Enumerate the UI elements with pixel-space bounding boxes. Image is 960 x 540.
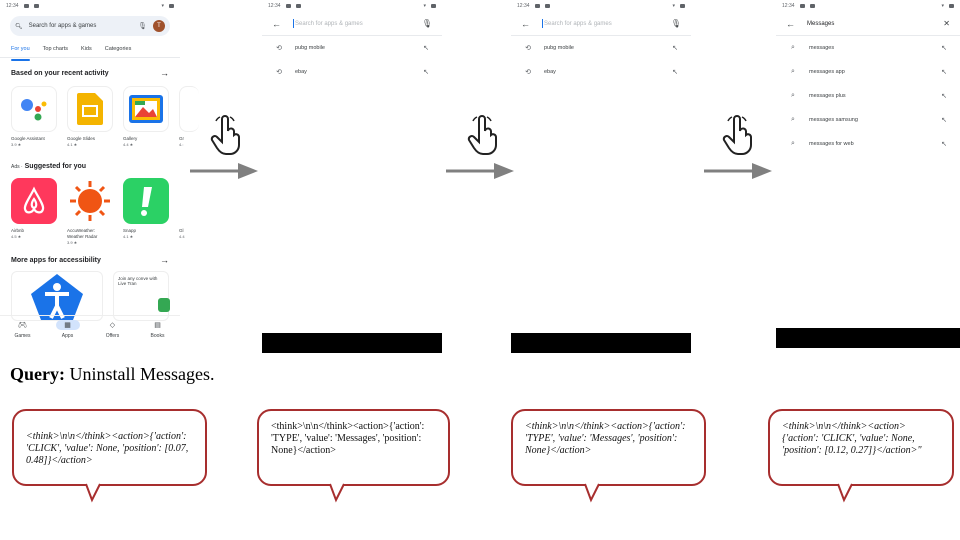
phone-screen-search-empty [511,0,691,355]
wifi-icon: ▾ [672,3,675,9]
history-item[interactable] [511,36,691,60]
suggestion-label: messages plus [809,93,846,99]
status-time: 12:34 [6,3,19,9]
tap-hand-icon [210,115,242,155]
apps-grid-icon: ▦ [56,320,80,330]
notification-icon [24,4,29,8]
bubble-tail [330,484,350,502]
tag-icon: ◇ [109,322,116,329]
text-cursor [542,19,543,28]
search-icon: ⌕ [791,140,795,147]
wifi-icon: ▾ [941,3,944,9]
app-name: Gr [179,136,184,141]
suggestion-item[interactable] [776,132,960,156]
flow-arrow [190,161,260,181]
suggestion-label: messages samsung [809,117,858,123]
arrow-right-icon[interactable]: → [160,68,169,78]
arrow-north-west-icon[interactable]: ↖ [941,93,947,100]
search-placeholder: Search for apps & games [28,23,97,29]
action-bubble: <think>\n\n</think><action>{'action': 'TYPE', 'value': 'Messages', 'position': None}</action> [257,409,450,486]
app-card[interactable] [123,178,169,245]
status-bar [511,0,691,12]
flow-arrow [704,161,774,181]
arrow-right-icon[interactable]: → [160,255,169,265]
history-item-label: pubg mobile [295,45,325,51]
app-name: Airbnb [11,228,25,233]
nav-label: Books [150,333,165,339]
search-icon: ⌕ [791,92,795,99]
app-rating: 3.9 ★ [67,240,78,245]
tab-categories[interactable]: Categories [104,46,132,52]
close-icon[interactable]: ✕ [943,19,950,28]
status-bar [0,0,180,12]
arrow-north-west-icon[interactable]: ↖ [423,45,429,52]
app-card[interactable] [11,86,57,147]
app-rating: 4.1 ★ [123,234,134,239]
bubble-tail [585,484,605,502]
nav-label: Apps [61,333,74,339]
back-arrow-icon[interactable]: ← [786,18,795,29]
back-arrow-icon[interactable]: ← [272,18,281,29]
notification-icon [810,4,815,8]
recent-section-title: Based on your recent activity [11,69,109,77]
notification-icon [34,4,39,8]
suggestion-label: messages for web [809,141,854,147]
bottom-navigation [0,315,180,345]
battery-icon [949,4,954,8]
mic-icon[interactable]: 🎙︎ [421,19,432,28]
action-bubble: <think>\n\n</think><action>{'action': 'CLICK', 'value': None, 'position': [0.07, 0.48]}</action> [12,409,207,486]
battery-icon [169,4,174,8]
search-icon: 🔍︎ [15,23,23,30]
app-card[interactable] [123,86,169,147]
history-item-label: pubg mobile [544,45,574,51]
airbnb-icon [11,178,57,224]
search-input[interactable]: Search for apps & games [295,21,363,28]
suggested-section-header [0,163,180,170]
arrow-north-west-icon[interactable]: ↖ [672,69,678,76]
app-card[interactable] [179,178,199,245]
nav-label: Offers [105,333,120,339]
status-time: 12:34 [517,3,530,9]
search-icon: ⌕ [791,116,795,123]
arrow-north-west-icon[interactable]: ↖ [941,69,947,76]
notification-icon [800,4,805,8]
battery-icon [680,4,685,8]
nav-books[interactable] [146,320,170,345]
arrow-north-west-icon[interactable]: ↖ [423,69,429,76]
notification-icon [545,4,550,8]
history-item-label: ebay [544,69,556,75]
phone-screen-search-empty [262,0,442,355]
nav-offers[interactable] [101,320,125,345]
search-bar[interactable] [262,12,442,36]
query-label: Query: [10,364,65,384]
wifi-icon: ▾ [161,3,164,9]
arrow-north-west-icon[interactable]: ↖ [672,45,678,52]
ads-label: Ads · [11,164,23,170]
suggested-apps-row [0,178,185,245]
history-item[interactable] [511,60,691,84]
search-icon: ⌕ [791,68,795,75]
snapp-icon [123,178,169,224]
app-name: AccuWeather: Weather Radar [67,228,98,239]
app-card[interactable] [11,178,57,245]
gamepad-icon: 🎮︎ [18,322,27,329]
tab-top-charts[interactable]: Top charts [42,46,69,52]
recent-section-header[interactable] [0,68,180,78]
suggestion-label: messages [809,45,835,51]
suggestion-item[interactable] [776,108,960,132]
book-icon: ▤ [154,322,161,329]
app-rating: 3.9 ★ [11,142,22,147]
arrow-north-west-icon[interactable]: ↖ [941,141,947,148]
status-bar [776,0,960,12]
suggestion-label: messages app [809,69,845,75]
back-arrow-icon[interactable]: ← [521,18,530,29]
suggestion-item[interactable] [776,36,960,60]
accessibility-section-title: More apps for accessibility [11,256,101,264]
redaction-bar [262,333,442,353]
redaction-bar [776,328,960,348]
tap-hand-icon [722,115,754,155]
google-slides-icon [67,86,113,132]
history-icon: ⟲ [276,69,282,76]
accessibility-row [0,271,180,321]
notification-icon [535,4,540,8]
avatar[interactable]: T [153,20,165,32]
redaction-bar [511,333,691,353]
notification-icon [296,4,301,8]
app-rating: 4.4 ★ [123,142,134,147]
tab-bar [0,46,180,58]
query-text [10,364,214,385]
recent-apps-row [0,86,184,147]
search-bar[interactable] [511,12,691,36]
gallery-icon [123,86,169,132]
nav-games[interactable] [11,320,35,345]
app-name: Gl [179,228,184,233]
app-card[interactable] [179,86,199,147]
search-input[interactable]: Messages [807,20,835,27]
text-cursor [293,19,294,28]
status-bar [262,0,442,12]
suggestion-item[interactable] [776,60,960,84]
nav-label: Games [14,333,31,339]
app-name: Snapp [123,228,137,233]
history-icon: ⟲ [525,45,531,52]
arrow-north-west-icon[interactable]: ↖ [941,45,947,52]
accessibility-section-header[interactable] [0,255,180,265]
tap-hand-icon [467,115,499,155]
notification-icon [286,4,291,8]
accessibility-icon [29,272,85,320]
accuweather-icon [67,178,113,224]
phone-screen-search-suggestions [776,0,960,350]
app-name: Gallery [123,136,138,141]
suggested-section-title: Suggested for you [24,163,87,170]
action-bubble: <think>\n\n</think><action>{'action': 'CLICK', 'value': None, 'position': [0.12, 0.27]}</action>" [768,409,954,486]
tab-kids[interactable]: Kids [81,46,92,52]
query-value: Uninstall Messages. [69,364,215,384]
search-bar[interactable] [776,12,960,36]
app-name: Google Slides [67,136,96,141]
wifi-icon: ▾ [423,3,426,9]
status-time: 12:34 [782,3,795,9]
search-bar[interactable] [10,16,170,36]
app-icon [179,86,199,132]
status-time: 12:34 [268,3,281,9]
nav-apps[interactable] [56,320,80,345]
app-icon [179,178,199,224]
bubble-tail [838,484,858,502]
action-bubble: <think>\n\n</think><action>{'action': 'TYPE', 'value': 'Messages', 'position': None}</action> [511,409,706,486]
search-icon: ⌕ [791,44,795,51]
mic-icon[interactable]: 🎙︎ [138,23,147,30]
search-input[interactable]: Search for apps & games [544,21,612,28]
flow-arrow [446,161,516,181]
suggestion-item[interactable] [776,84,960,108]
history-item[interactable] [262,60,442,84]
app-name: Google Assistant [11,136,45,141]
arrow-north-west-icon[interactable]: ↖ [941,117,947,124]
app-rating: 4.1 ★ [67,142,78,147]
accessibility-app-card[interactable] [11,271,103,321]
app-card[interactable] [67,178,113,245]
promo-card[interactable] [113,271,169,321]
history-icon: ⟲ [525,69,531,76]
history-item[interactable] [262,36,442,60]
google-assistant-icon [11,86,57,132]
app-rating: 4.5 ★ [11,234,22,239]
mic-icon[interactable]: 🎙︎ [670,19,681,28]
app-rating: 4.: [179,142,184,147]
bubble-tail [86,484,106,502]
phone-screen-play-store-home [0,0,185,345]
promo-text: Join any conve with Live Tran [118,276,158,286]
app-card[interactable] [67,86,113,147]
history-item-label: ebay [295,69,307,75]
battery-icon [431,4,436,8]
tab-for-you[interactable]: For you [11,46,30,57]
app-rating: 4.4 [179,234,185,239]
history-icon: ⟲ [276,45,282,52]
live-transcribe-icon [158,298,170,312]
